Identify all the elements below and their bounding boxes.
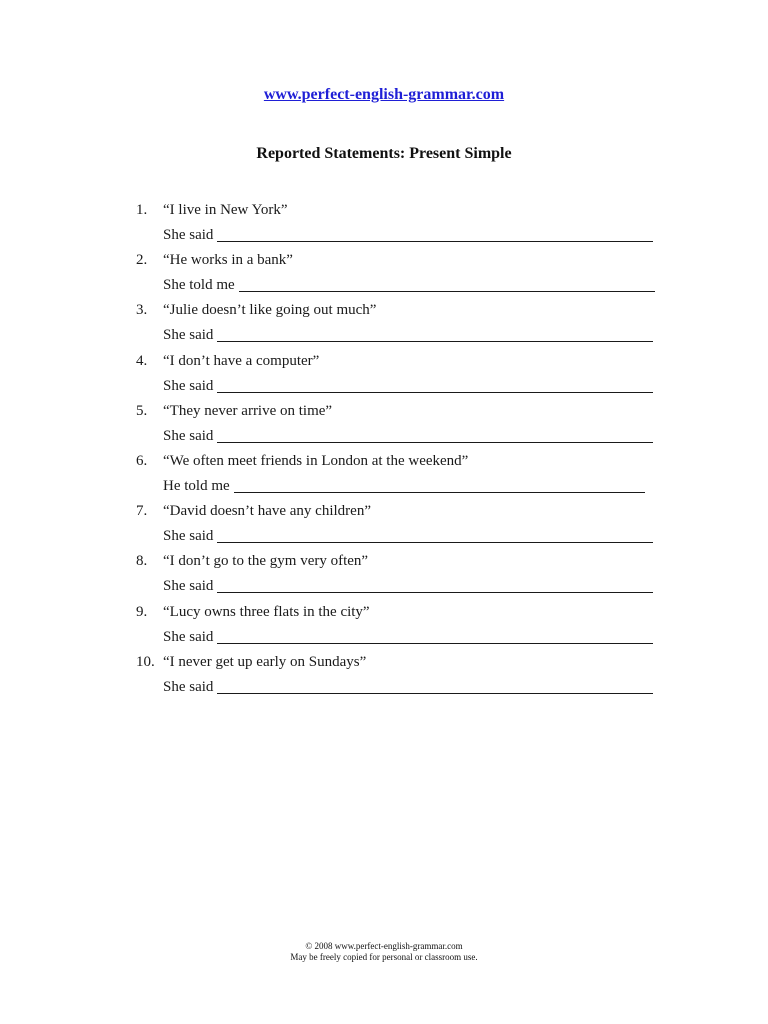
exercise-item-6 [136, 449, 676, 499]
page-footer [0, 941, 768, 963]
exercise-list [136, 198, 676, 700]
item-number: 1. [136, 202, 148, 218]
quote-line [136, 248, 676, 273]
quote-line [136, 549, 676, 574]
answer-prompt: She said [163, 227, 214, 243]
item-number: 9. [136, 603, 148, 620]
item-number: 10. [136, 653, 155, 670]
exercise-item-5 [136, 399, 676, 449]
answer-line [136, 474, 676, 499]
footer-copyright: © 2008 www.perfect-english-grammar.com [305, 941, 463, 951]
quote-text: “David doesn’t have any children” [163, 503, 371, 520]
answer-line [136, 273, 676, 298]
quote-line [136, 198, 676, 223]
answer-prompt: She said [163, 427, 214, 444]
answer-blank[interactable] [217, 528, 653, 543]
answer-prompt: He told me [163, 477, 230, 494]
item-number: 7. [136, 503, 148, 520]
exercise-item-4 [136, 349, 676, 399]
footer-note: May be freely copied for personal or classroom use. [290, 952, 478, 962]
item-number: 3. [136, 302, 148, 319]
item-number: 8. [136, 553, 148, 570]
answer-prompt: She said [163, 528, 214, 545]
quote-text: “I don’t have a computer” [163, 352, 320, 369]
answer-line [136, 524, 676, 549]
quote-line [136, 399, 676, 424]
item-number: 4. [136, 352, 148, 369]
answer-prompt: She said [163, 628, 214, 645]
item-number: 6. [136, 452, 148, 469]
quote-line [136, 449, 676, 474]
answer-line [136, 323, 676, 348]
quote-text: “I live in New York” [163, 202, 288, 218]
answer-blank[interactable] [234, 478, 645, 493]
quote-line [136, 650, 676, 675]
quote-text: “I never get up early on Sundays” [163, 653, 367, 670]
quote-text: “We often meet friends in London at the weekend” [163, 452, 469, 469]
exercise-item-3 [136, 298, 676, 348]
quote-line [136, 499, 676, 524]
quote-line [136, 349, 676, 374]
quote-text: “Julie doesn’t like going out much” [163, 302, 377, 319]
answer-blank[interactable] [217, 578, 653, 593]
answer-line [136, 675, 676, 700]
answer-blank[interactable] [239, 277, 655, 292]
answer-prompt: She said [163, 678, 214, 695]
answer-blank[interactable] [217, 679, 653, 694]
exercise-item-10 [136, 650, 676, 700]
answer-prompt: She said [163, 377, 214, 394]
answer-blank[interactable] [217, 428, 653, 443]
answer-line [136, 625, 676, 650]
quote-text: “I don’t go to the gym very often” [163, 553, 369, 570]
quote-text: “He works in a bank” [163, 252, 293, 269]
answer-line [136, 574, 676, 599]
quote-text: “They never arrive on time” [163, 402, 333, 419]
site-url-link[interactable]: www.perfect-english-grammar.com [263, 86, 505, 103]
quote-line [136, 600, 676, 625]
exercise-item-7 [136, 499, 676, 549]
exercise-item-1 [136, 198, 676, 248]
item-number: 2. [136, 252, 148, 269]
answer-line [136, 374, 676, 399]
quote-text: “Lucy owns three flats in the city” [163, 603, 370, 620]
answer-prompt: She said [163, 578, 214, 595]
answer-line [136, 424, 676, 449]
answer-line [136, 223, 676, 248]
page-title: Reported Statements: Present Simple [256, 145, 512, 162]
answer-prompt: She said [163, 327, 214, 344]
exercise-item-2 [136, 248, 676, 298]
answer-blank[interactable] [217, 378, 653, 393]
quote-line [136, 298, 676, 323]
answer-blank[interactable] [217, 327, 653, 342]
answer-blank[interactable] [217, 629, 653, 644]
exercise-item-8 [136, 549, 676, 599]
item-number: 5. [136, 402, 148, 419]
answer-blank[interactable] [217, 227, 653, 242]
exercise-item-9 [136, 600, 676, 650]
answer-prompt: She told me [163, 277, 235, 294]
